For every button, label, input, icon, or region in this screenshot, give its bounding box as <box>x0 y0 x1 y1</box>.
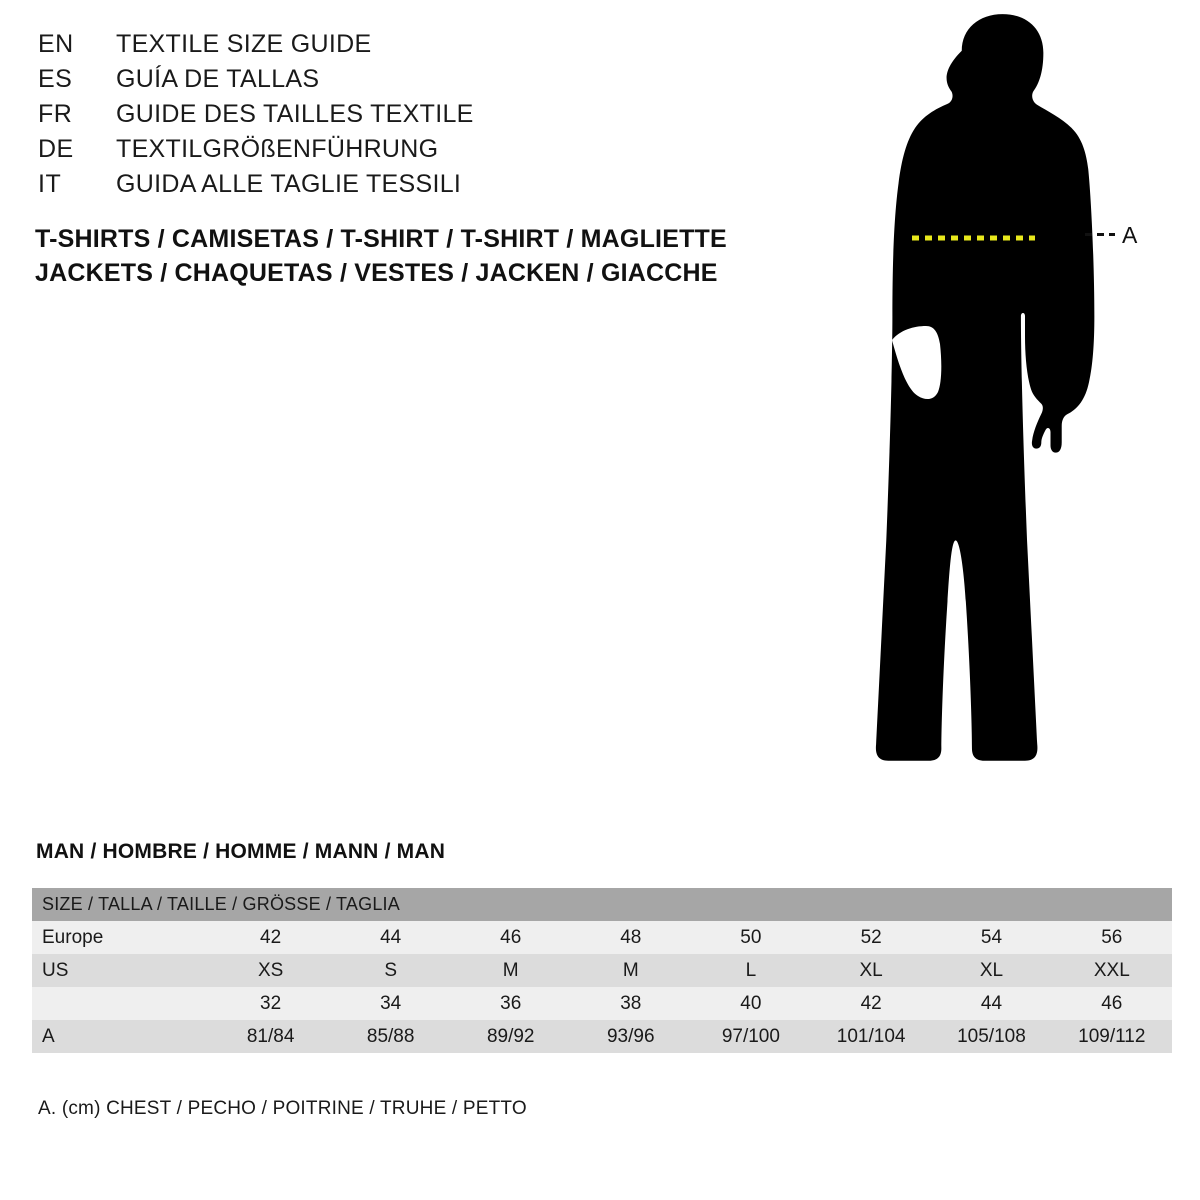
measure-label-a: A <box>1122 222 1138 248</box>
cell-numeric-1: 34 <box>331 987 451 1020</box>
cell-numeric-4: 40 <box>691 987 811 1020</box>
row-label-europe: Europe <box>32 921 211 954</box>
cell-numeric-0: 32 <box>211 987 331 1020</box>
table-row <box>32 1020 1172 1053</box>
cell-a-2: 89/92 <box>451 1020 571 1053</box>
cell-us-4: L <box>691 954 811 987</box>
table-header-label: SIZE / TALLA / TAILLE / GRÖSSE / TAGLIA <box>32 888 1172 921</box>
language-row <box>38 65 778 100</box>
language-code: EN <box>38 30 74 58</box>
language-code: DE <box>38 135 74 163</box>
category-line-tshirts: T-SHIRTS / CAMISETAS / T-SHIRT / T-SHIRT / MAGLIETTE <box>35 225 727 253</box>
body-silhouette-figure <box>800 10 1200 800</box>
cell-us-5: XL <box>811 954 931 987</box>
cell-a-0: 81/84 <box>211 1020 331 1053</box>
language-row <box>38 135 778 170</box>
cell-numeric-6: 44 <box>931 987 1051 1020</box>
measure-leader-dashes <box>1085 233 1115 236</box>
man-silhouette-icon <box>800 10 1200 800</box>
cell-us-1: S <box>331 954 451 987</box>
language-text: GUIDE DES TAILLES TEXTILE <box>116 100 474 128</box>
cell-europe-3: 48 <box>571 921 691 954</box>
table-row <box>32 987 1172 1020</box>
cell-numeric-7: 46 <box>1052 987 1172 1020</box>
cell-numeric-3: 38 <box>571 987 691 1020</box>
cell-europe-2: 46 <box>451 921 571 954</box>
language-code: IT <box>38 170 62 198</box>
cell-a-4: 97/100 <box>691 1020 811 1053</box>
language-code: ES <box>38 65 73 93</box>
language-text: GUIDA ALLE TAGLIE TESSILI <box>116 170 462 198</box>
language-text: TEXTILE SIZE GUIDE <box>116 30 372 58</box>
cell-a-3: 93/96 <box>571 1020 691 1053</box>
cell-europe-6: 54 <box>931 921 1051 954</box>
size-table <box>32 888 1172 1053</box>
language-row <box>38 30 778 65</box>
cell-europe-0: 42 <box>211 921 331 954</box>
cell-europe-1: 44 <box>331 921 451 954</box>
table-row <box>32 954 1172 987</box>
cell-us-2: M <box>451 954 571 987</box>
category-line-jackets: JACKETS / CHAQUETAS / VESTES / JACKEN / GIACCHE <box>35 259 718 287</box>
cell-us-6: XL <box>931 954 1051 987</box>
cell-europe-4: 50 <box>691 921 811 954</box>
cell-a-7: 109/112 <box>1052 1020 1172 1053</box>
language-text: TEXTILGRÖßENFÜHRUNG <box>116 135 439 163</box>
row-label-a: A <box>32 1020 211 1053</box>
row-label-numeric <box>32 987 211 1020</box>
garment-categories <box>35 222 795 290</box>
language-code: FR <box>38 100 73 128</box>
cell-us-0: XS <box>211 954 331 987</box>
language-list <box>38 30 778 205</box>
language-row <box>38 100 778 135</box>
cell-europe-5: 52 <box>811 921 931 954</box>
cell-us-3: M <box>571 954 691 987</box>
gender-title: MAN / HOMBRE / HOMME / MANN / MAN <box>36 840 446 863</box>
cell-a-5: 101/104 <box>811 1020 931 1053</box>
cell-us-7: XXL <box>1052 954 1172 987</box>
footnote-chest: A. (cm) CHEST / PECHO / POITRINE / TRUHE / PETTO <box>38 1098 527 1119</box>
cell-a-6: 105/108 <box>931 1020 1051 1053</box>
cell-numeric-5: 42 <box>811 987 931 1020</box>
row-label-us: US <box>32 954 211 987</box>
table-header-row <box>32 888 1172 921</box>
cell-a-1: 85/88 <box>331 1020 451 1053</box>
cell-numeric-2: 36 <box>451 987 571 1020</box>
cell-europe-7: 56 <box>1052 921 1172 954</box>
language-row <box>38 170 778 205</box>
table-row <box>32 921 1172 954</box>
language-text: GUÍA DE TALLAS <box>116 65 320 93</box>
